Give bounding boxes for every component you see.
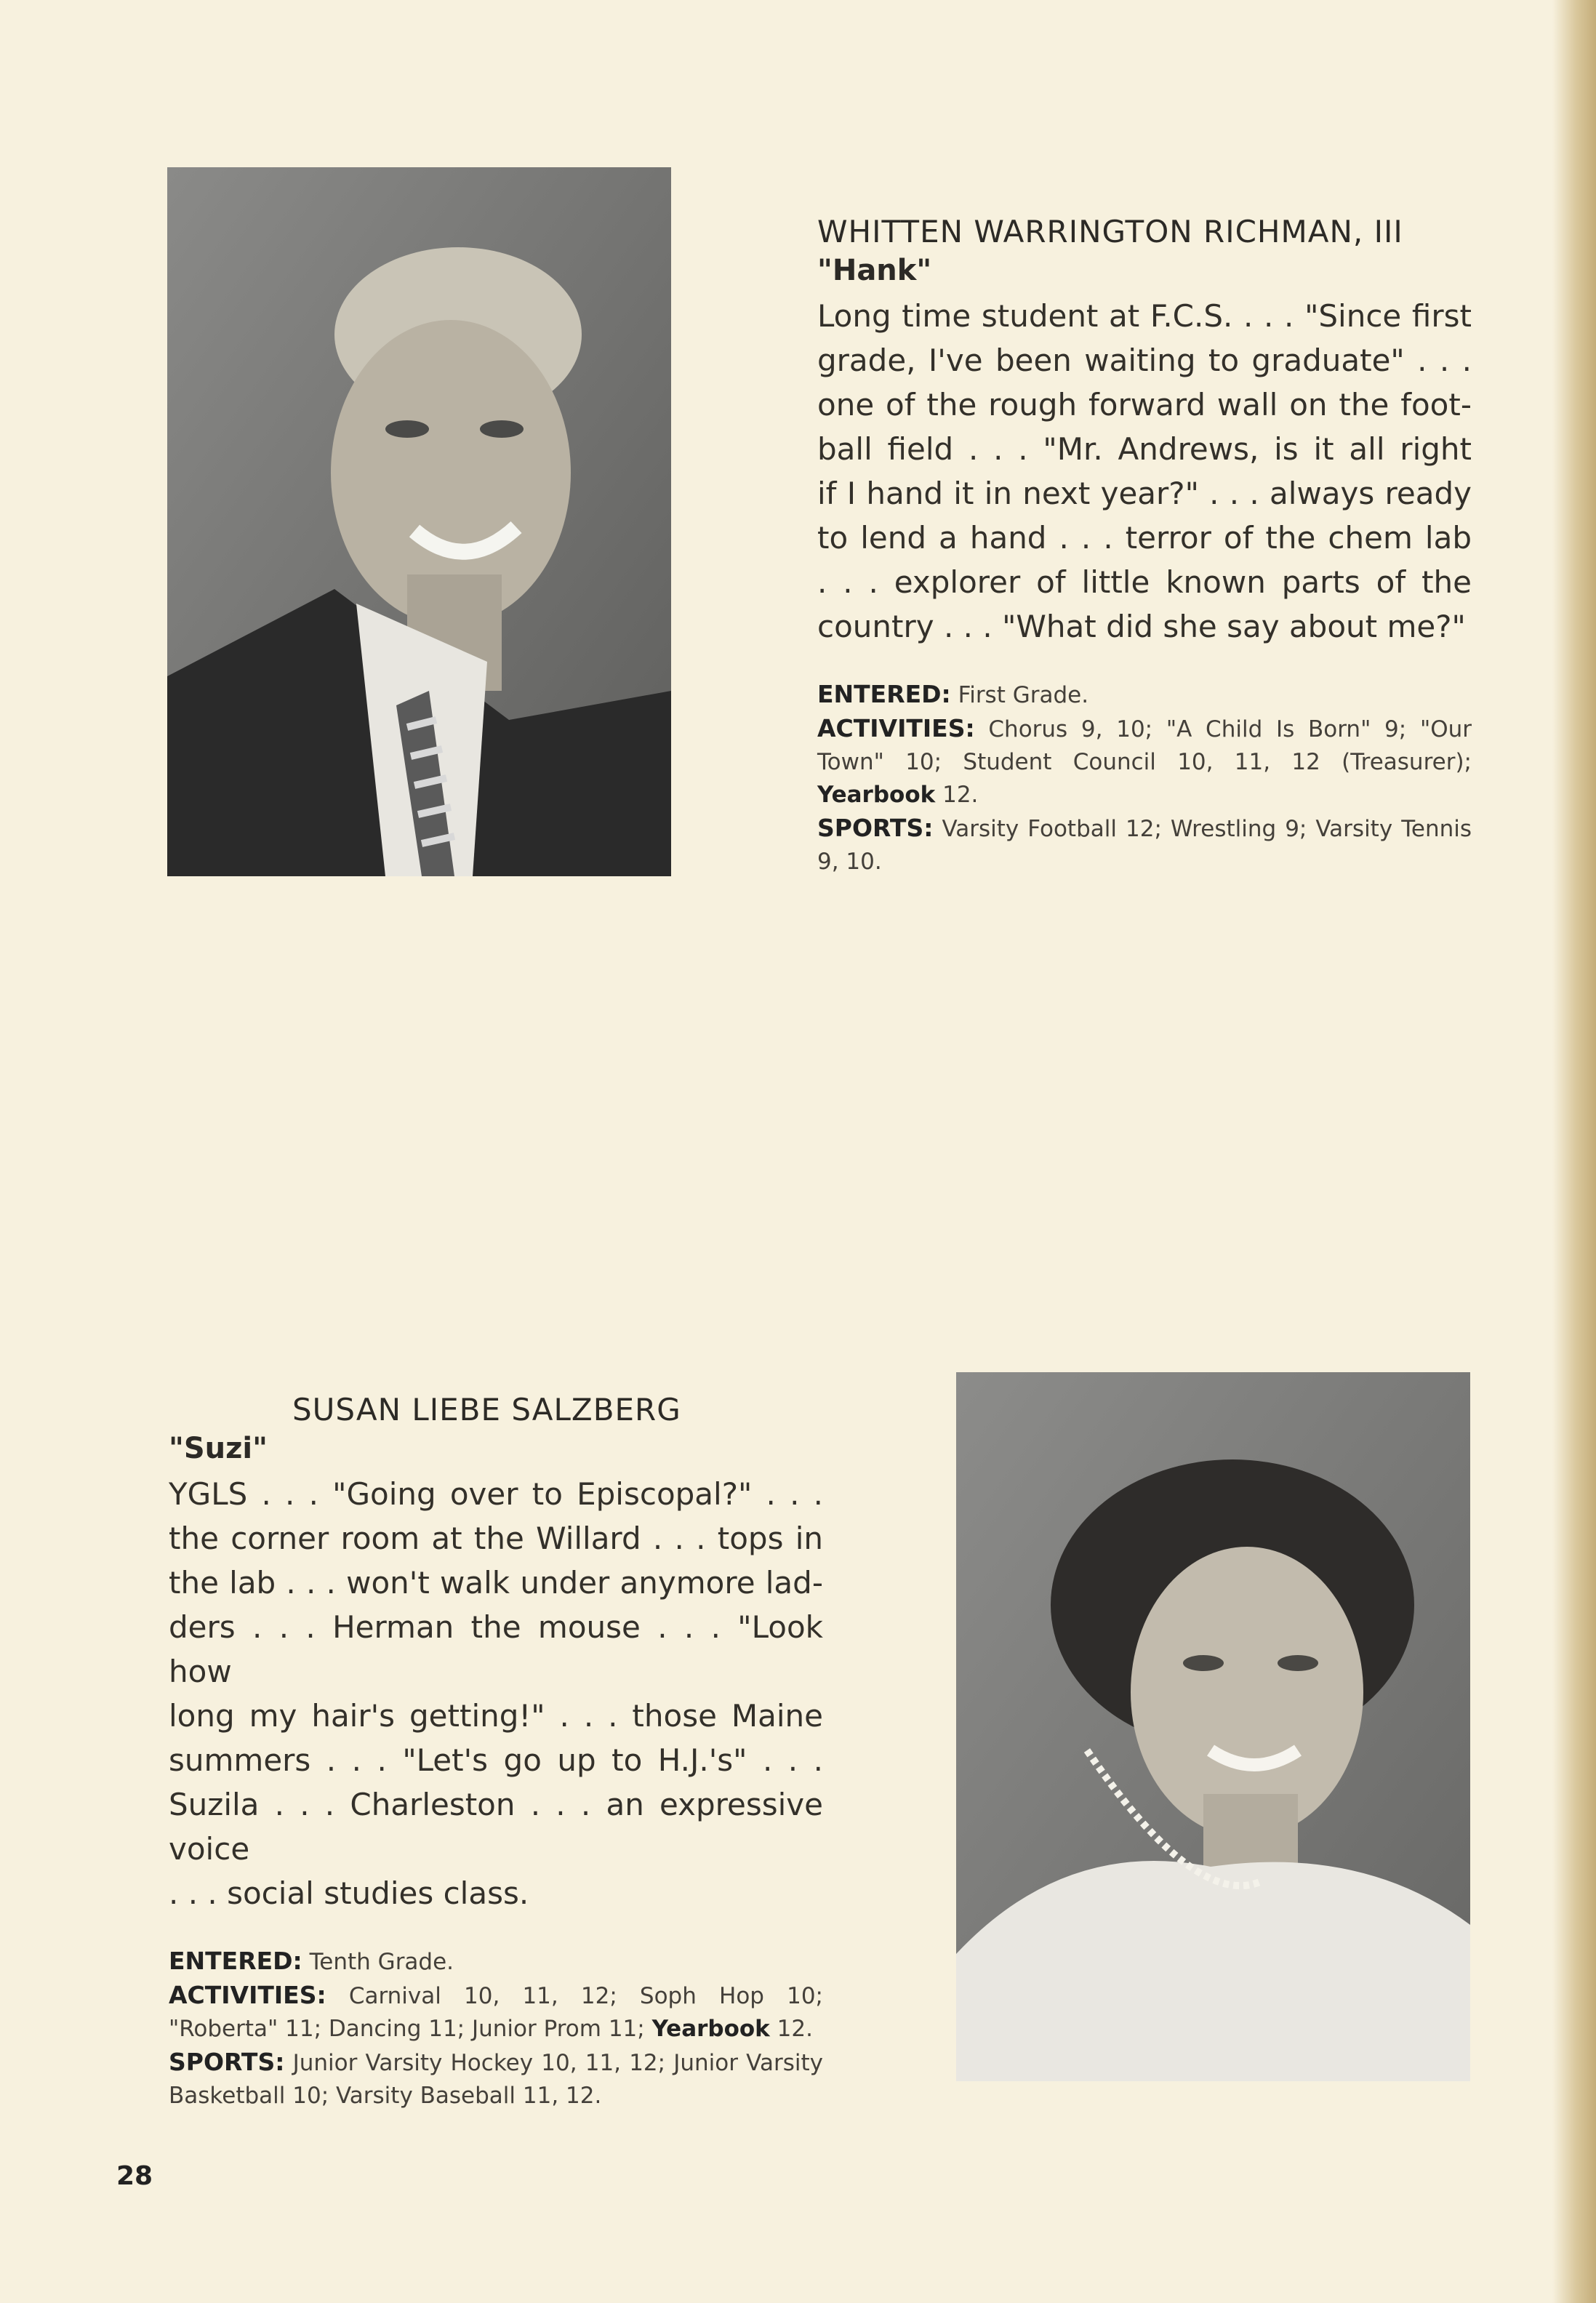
sports-line — [169, 2046, 823, 2112]
quote-line: YGLS . . . "Going over to Episcopal?" . . . — [169, 1476, 823, 1512]
student-name: SUSAN LIEBE SALZBERG — [292, 1392, 681, 1427]
activities-highlight: Yearbook — [817, 782, 936, 808]
quote-line: the corner room at the Willard . . . tops in — [169, 1521, 823, 1556]
quote-line: one of the rough forward wall on the foot- — [817, 387, 1472, 422]
quote-line: grade, I've been waiting to graduate" . . . — [817, 343, 1472, 378]
quote-line: . . . explorer of little known parts of the — [817, 564, 1472, 600]
student-entry-richman — [817, 212, 1472, 878]
entered-value: First Grade. — [958, 682, 1089, 708]
activities-value: Carnival 10, 11, 12; Soph Hop 10; "Roberta" 11; Dancing 11; Junior Prom 11; — [169, 1983, 823, 2042]
activities-line — [817, 712, 1472, 812]
activities-value-end: 12. — [769, 2016, 813, 2042]
student-entry-salzberg — [169, 1390, 823, 2112]
student-quote — [169, 1472, 823, 1915]
sports-label: SPORTS: — [169, 2048, 285, 2076]
sports-line — [817, 812, 1472, 878]
portrait-woman-image — [956, 1372, 1470, 2081]
quote-line: the lab . . . won't walk under anymore lad- — [169, 1565, 823, 1601]
activities-label: ACTIVITIES: — [817, 714, 975, 742]
entered-label: ENTERED: — [169, 1947, 302, 1975]
activities-line — [169, 1979, 823, 2046]
quote-line: summers . . . "Let's go up to H.J.'s" . . . — [169, 1742, 823, 1778]
student-info — [169, 1944, 823, 2112]
activities-value-end: 12. — [935, 782, 979, 808]
student-info — [817, 678, 1472, 878]
student-name: WHITTEN WARRINGTON RICHMAN, III — [817, 214, 1403, 249]
activities-label: ACTIVITIES: — [169, 1981, 326, 2009]
quote-line: Long time student at F.C.S. . . . "Since first — [817, 298, 1472, 334]
page-number: 28 — [116, 2161, 153, 2191]
quote-line: . . . social studies class. — [169, 1875, 529, 1911]
quote-line: long my hair's getting!" . . . those Maine — [169, 1698, 823, 1734]
sports-label: SPORTS: — [817, 814, 934, 842]
portrait-man-image — [167, 167, 671, 876]
sports-value: Varsity Football 12; Wrestling 9; Varsity Tennis 9, 10. — [817, 816, 1472, 875]
portrait-photo-richman — [167, 167, 671, 876]
student-nickname: "Hank" — [817, 254, 932, 287]
quote-line: country . . . "What did she say about me?" — [817, 609, 1466, 644]
student-quote — [817, 294, 1472, 649]
quote-line: to lend a hand . . . terror of the chem lab — [817, 520, 1472, 556]
entered-label: ENTERED: — [817, 680, 951, 708]
entered-line — [169, 1944, 823, 1979]
activities-value: Chorus 9, 10; "A Child Is Born" 9; "Our Town" 10; Student Council 10, 11, 12 (Treasurer); — [817, 716, 1472, 775]
student-nickname: "Suzi" — [169, 1432, 268, 1465]
activities-highlight: Yearbook — [651, 2016, 770, 2042]
entered-value: Tenth Grade. — [309, 1949, 454, 1975]
sports-value: Junior Varsity Hockey 10, 11, 12; Junior Varsity Basketball 10; Varsity Baseball 11, 12. — [169, 2050, 823, 2109]
quote-line: ders . . . Herman the mouse . . . "Look how — [169, 1609, 823, 1689]
page-edge-shadow — [1552, 0, 1596, 2303]
quote-line: if I hand it in next year?" . . . always ready — [817, 476, 1472, 511]
quote-line: ball field . . . "Mr. Andrews, is it all right — [817, 431, 1472, 467]
entered-line — [817, 678, 1472, 712]
portrait-photo-salzberg — [956, 1372, 1470, 2081]
quote-line: Suzila . . . Charleston . . . an expressive voice — [169, 1787, 823, 1867]
